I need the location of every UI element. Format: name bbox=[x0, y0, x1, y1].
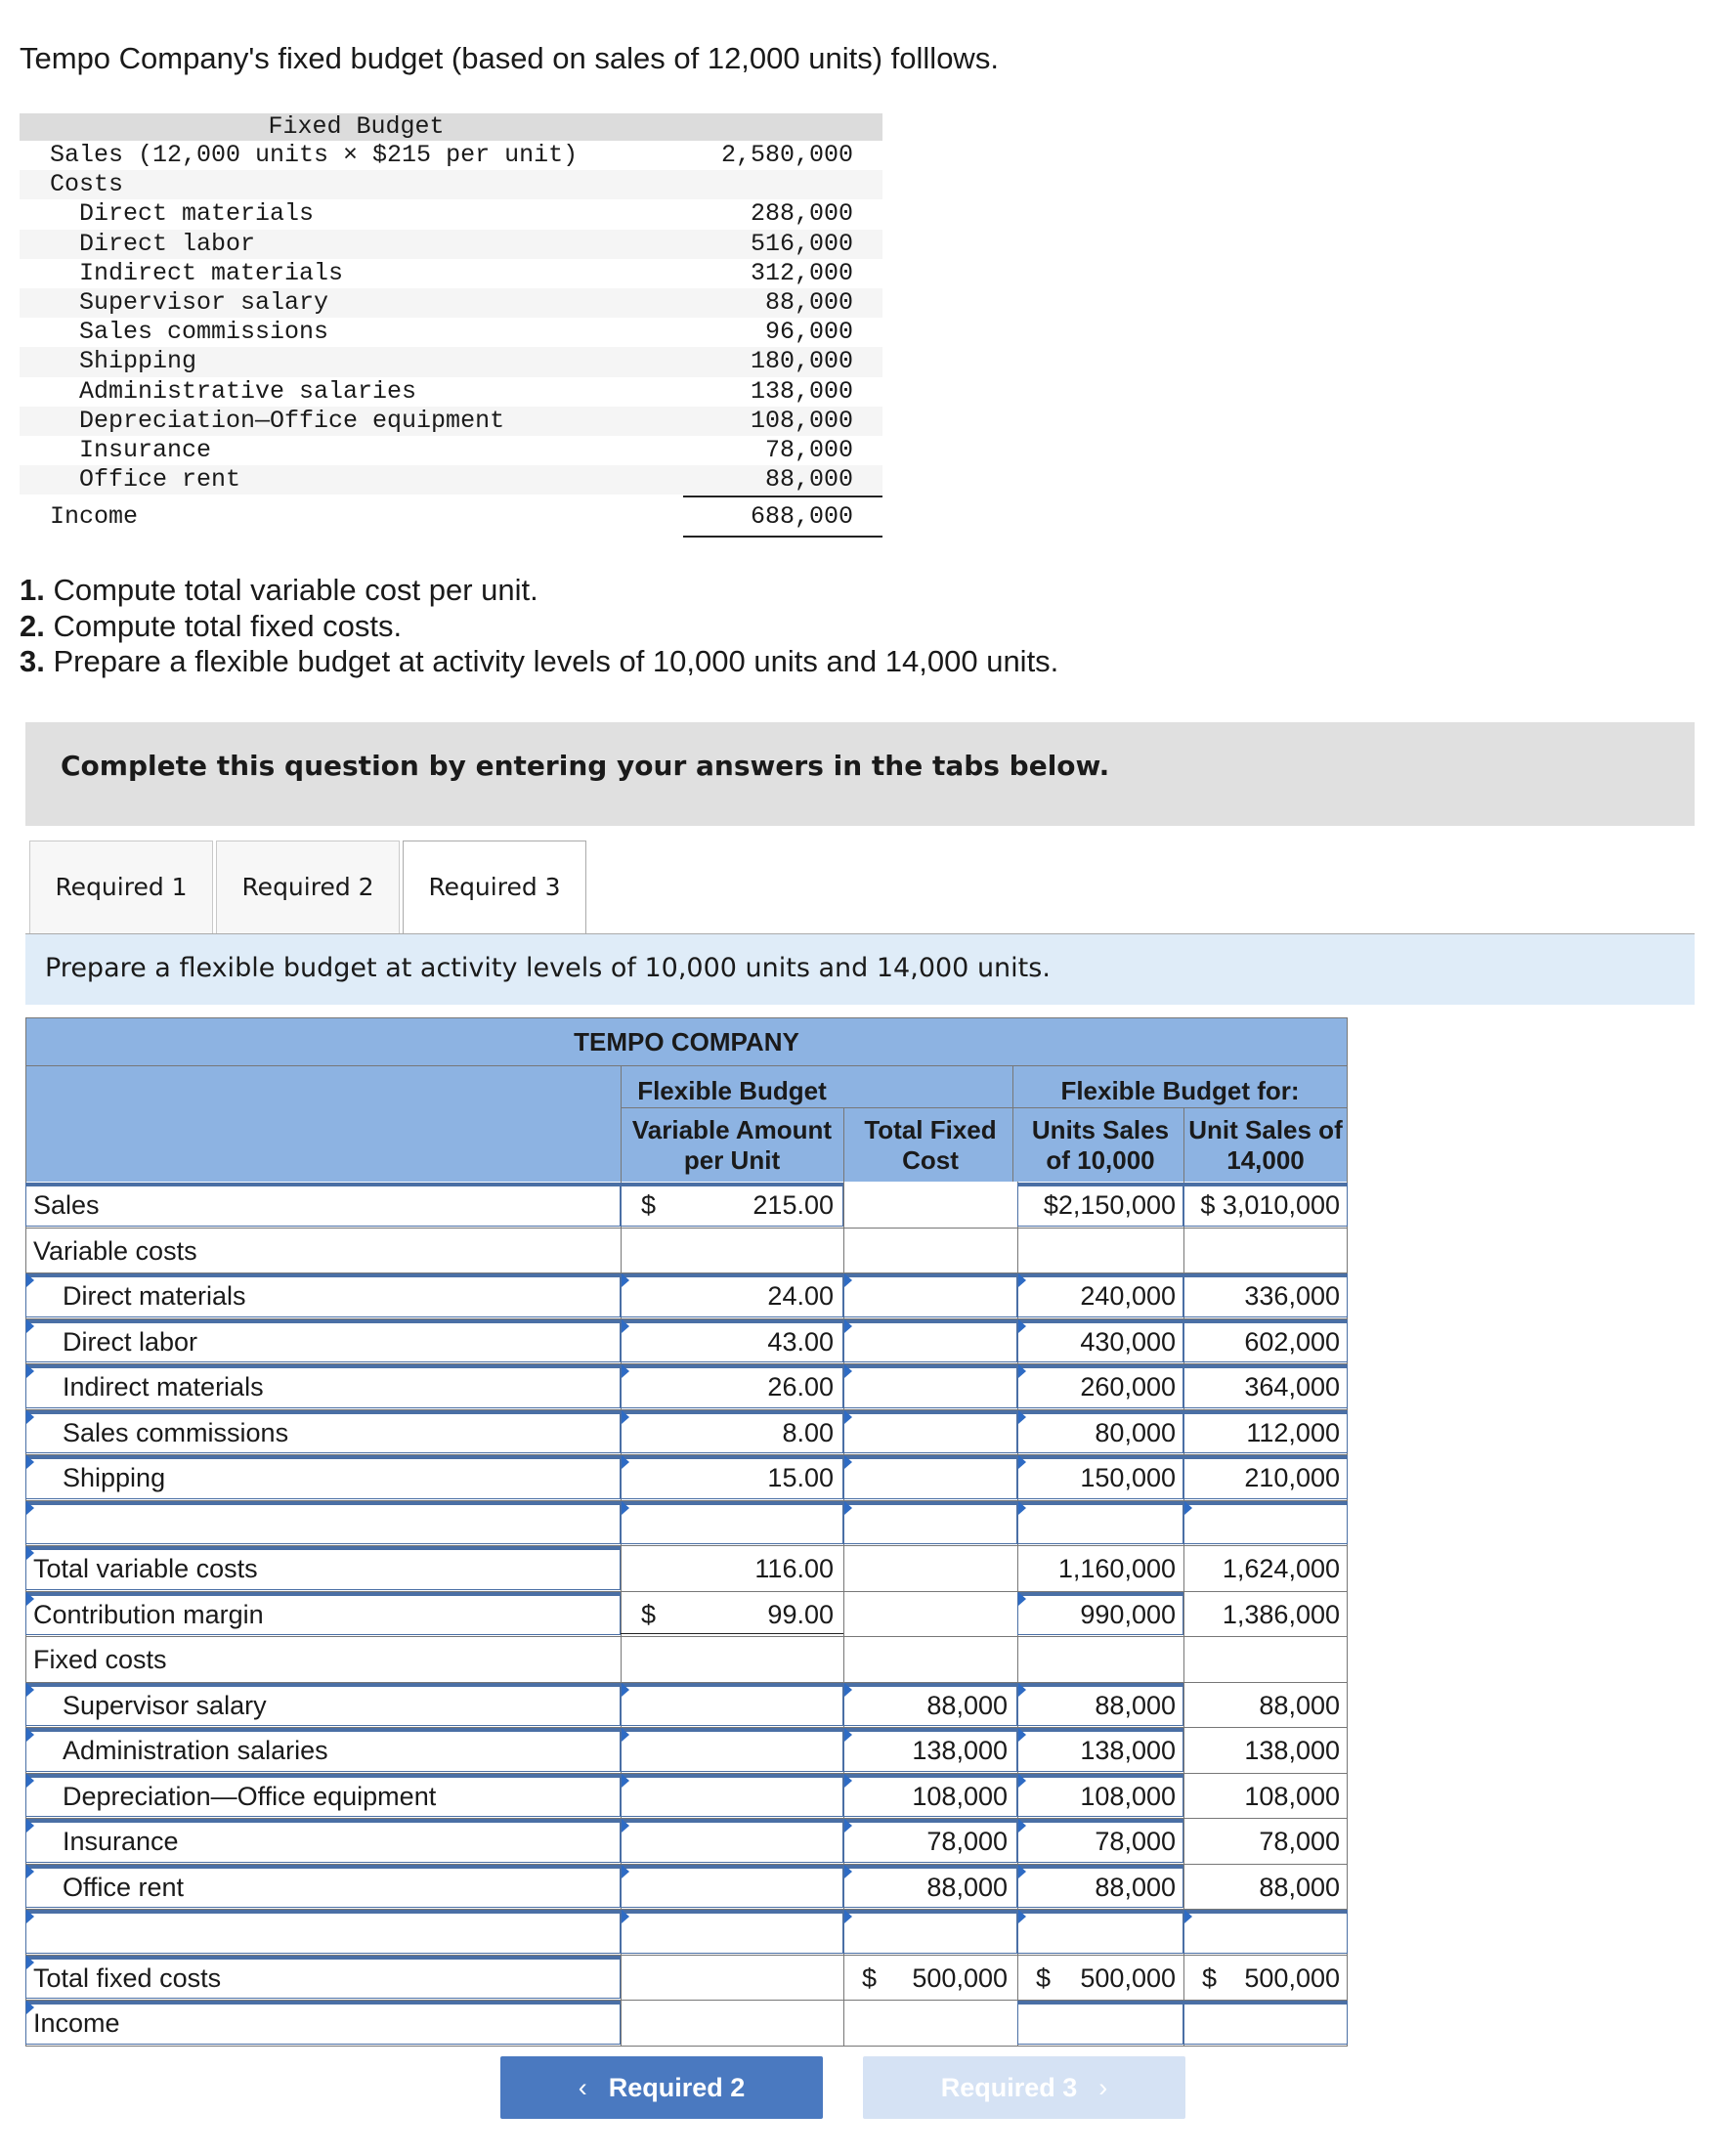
total-double-rule bbox=[683, 536, 882, 538]
input-marker-icon bbox=[622, 1774, 629, 1788]
row-divider bbox=[25, 2046, 1348, 2047]
header-divider bbox=[843, 1107, 844, 1182]
sales-14000-value[interactable]: $ 3,010,000 bbox=[1200, 1190, 1340, 1220]
currency-symbol: $ bbox=[1202, 1962, 1218, 1993]
total-fixed-10000: 500,000 bbox=[1080, 1962, 1176, 1993]
input-marker-icon bbox=[26, 1455, 34, 1469]
total-fixed-value[interactable]: 138,000 bbox=[912, 1736, 1008, 1765]
units-14000-value: 138,000 bbox=[1244, 1736, 1340, 1765]
units-14000-value[interactable]: 336,000 bbox=[1244, 1281, 1340, 1311]
double-rule bbox=[621, 1633, 843, 1634]
question-3: 3. Prepare a flexible budget at activity levels of 10,000 units and 14,000 units. bbox=[20, 644, 1059, 678]
fixed-budget-cost-row: Depreciation—Office equipment 108,000 bbox=[20, 407, 882, 436]
row-label-sales: Sales bbox=[33, 1190, 100, 1220]
units-10000-value[interactable]: 138,000 bbox=[1080, 1736, 1176, 1765]
currency-symbol: $ bbox=[1036, 1962, 1052, 1993]
fixed-budget-cost-row: Shipping 180,000 bbox=[20, 347, 882, 376]
sales-10000-value[interactable]: $2,150,000 bbox=[1043, 1190, 1176, 1220]
row-label-fixed-cost: Administration salaries bbox=[63, 1736, 328, 1765]
input-marker-icon bbox=[1184, 1910, 1192, 1923]
chevron-right-icon: › bbox=[1098, 2073, 1108, 2102]
input-marker-icon bbox=[26, 1273, 34, 1287]
row-divider bbox=[25, 1636, 1348, 1637]
currency-symbol: $ bbox=[641, 1190, 657, 1220]
units-10000-value[interactable]: 150,000 bbox=[1080, 1463, 1176, 1492]
banner-text: Complete this question by entering your answers in the tabs below. bbox=[61, 750, 1110, 782]
variable-per-unit-input[interactable] bbox=[621, 1683, 843, 1727]
blank-input[interactable] bbox=[1017, 1910, 1183, 1954]
currency-symbol: $ bbox=[641, 1599, 657, 1629]
variable-per-unit-value[interactable]: 15.00 bbox=[767, 1463, 834, 1492]
contribution-10000: 990,000 bbox=[1080, 1599, 1176, 1629]
variable-per-unit-input[interactable] bbox=[621, 1819, 843, 1863]
units-14000-value[interactable]: 112,000 bbox=[1246, 1417, 1340, 1447]
input-marker-icon bbox=[622, 1819, 629, 1833]
currency-symbol: $ bbox=[862, 1962, 878, 1993]
units-14000-value: 88,000 bbox=[1259, 1690, 1340, 1720]
input-marker-icon bbox=[26, 1728, 34, 1742]
total-fixed-value[interactable]: 78,000 bbox=[926, 1827, 1008, 1856]
total-fixed-value[interactable]: 88,000 bbox=[926, 1690, 1008, 1720]
variable-per-unit-value[interactable]: 43.00 bbox=[767, 1326, 834, 1357]
header-rule bbox=[25, 1065, 1348, 1066]
units-14000-value: 108,000 bbox=[1244, 1781, 1340, 1811]
col-units-10000: Units Sales of 10,000 bbox=[1031, 1115, 1170, 1175]
row-label-variable-cost: Direct materials bbox=[63, 1281, 246, 1311]
fixed-budget-header: Fixed Budget bbox=[20, 113, 882, 141]
units-14000-value: 88,000 bbox=[1259, 1872, 1340, 1902]
flexible-budget-for-heading: Flexible Budget for: bbox=[1060, 1076, 1300, 1105]
row-label-total-fixed: Total fixed costs bbox=[33, 1962, 222, 1993]
variable-per-unit-value[interactable]: 8.00 bbox=[782, 1417, 834, 1447]
units-10000-value[interactable]: 80,000 bbox=[1095, 1417, 1176, 1447]
input-marker-icon bbox=[844, 1910, 852, 1923]
input-marker-icon bbox=[26, 1319, 34, 1333]
units-10000-value[interactable]: 78,000 bbox=[1095, 1827, 1176, 1856]
question-2: 2. Compute total fixed costs. bbox=[20, 608, 403, 643]
col-total-fixed-cost: Total Fixed Cost bbox=[864, 1115, 997, 1175]
question-list bbox=[20, 573, 1058, 680]
fixed-budget-cost-row: Office rent 88,000 bbox=[20, 465, 882, 495]
variable-per-unit-input[interactable] bbox=[621, 1728, 843, 1772]
fixed-cost-input[interactable] bbox=[843, 1273, 1017, 1317]
fixed-budget-cost-row: Sales commissions 96,000 bbox=[79, 318, 853, 347]
fixed-budget-cost-row: Supervisor salary 88,000 bbox=[20, 288, 882, 318]
header-divider bbox=[1012, 1065, 1013, 1182]
chevron-left-icon: ‹ bbox=[578, 2073, 587, 2102]
input-marker-icon bbox=[26, 1774, 34, 1788]
input-marker-icon bbox=[844, 1319, 852, 1333]
input-marker-icon bbox=[844, 1455, 852, 1469]
blank-input[interactable] bbox=[843, 1501, 1017, 1545]
variable-per-unit-value[interactable]: 24.00 bbox=[767, 1281, 834, 1311]
units-10000-value[interactable]: 88,000 bbox=[1095, 1690, 1176, 1720]
row-label-variable-cost: Sales commissions bbox=[63, 1417, 289, 1447]
row-divider bbox=[25, 1228, 1348, 1229]
units-14000-value: 78,000 bbox=[1259, 1827, 1340, 1856]
variable-per-unit-value[interactable]: 26.00 bbox=[767, 1372, 834, 1401]
total-fixed-value[interactable]: 88,000 bbox=[926, 1872, 1008, 1902]
instruction-bar bbox=[25, 934, 1695, 1005]
tab-required-2[interactable]: Required 2 bbox=[216, 841, 400, 933]
col-units-14000: Unit Sales of 14,000 bbox=[1188, 1115, 1343, 1175]
tab-required-3[interactable]: Required 3 bbox=[403, 841, 586, 935]
fixed-budget-cost-row: Administrative salaries 138,000 bbox=[79, 376, 853, 406]
row-label-total-variable: Total variable costs bbox=[33, 1554, 258, 1583]
units-10000-value[interactable]: 240,000 bbox=[1080, 1281, 1176, 1311]
fixed-budget-sales-row: Sales (12,000 units × $215 per unit) 2,580,000 bbox=[50, 141, 853, 169]
input-marker-icon bbox=[622, 1910, 629, 1923]
fixed-budget-income-row: Income 688,000 bbox=[50, 502, 853, 532]
row-label-contribution: Contribution margin bbox=[33, 1599, 264, 1629]
row-label-fixed-cost: Depreciation—Office equipment bbox=[63, 1781, 437, 1811]
income-14000-input[interactable] bbox=[1183, 2001, 1348, 2045]
tab-required-1[interactable]: Required 1 bbox=[29, 841, 213, 933]
fixed-budget-cost-row: Indirect materials 312,000 bbox=[79, 258, 853, 287]
contribution-14000: 1,386,000 bbox=[1222, 1599, 1340, 1629]
blank-input[interactable] bbox=[843, 1910, 1017, 1954]
total-variable-per-unit: 116.00 bbox=[754, 1554, 834, 1583]
fixed-budget-table bbox=[20, 113, 882, 532]
fixed-budget-cost-row: Direct labor 516,000 bbox=[20, 230, 882, 259]
company-title: TEMPO COMPANY bbox=[574, 1027, 799, 1056]
row-label-fixed-cost: Insurance bbox=[63, 1827, 179, 1856]
input-marker-icon bbox=[26, 1865, 34, 1878]
units-10000-value[interactable]: 260,000 bbox=[1080, 1372, 1176, 1401]
input-marker-icon bbox=[26, 1819, 34, 1833]
blank-input[interactable] bbox=[1183, 1501, 1348, 1545]
input-marker-icon bbox=[26, 1501, 34, 1515]
total-fixed-14000: 500,000 bbox=[1244, 1962, 1340, 1993]
input-marker-icon bbox=[26, 1910, 34, 1923]
input-marker-icon bbox=[622, 1501, 629, 1515]
input-marker-icon bbox=[622, 1865, 629, 1878]
intro-text: Tempo Company's fixed budget (based on sales of 12,000 units) folllows. bbox=[20, 41, 999, 75]
fixed-costs-heading: Fixed costs bbox=[33, 1645, 167, 1674]
input-marker-icon bbox=[26, 1683, 34, 1697]
blank-input[interactable] bbox=[621, 1501, 843, 1545]
row-label-income: Income bbox=[33, 2008, 120, 2038]
fixed-budget-cost-row: Direct materials 288,000 bbox=[79, 199, 853, 229]
input-marker-icon bbox=[1018, 1501, 1026, 1515]
fixed-cost-input[interactable] bbox=[843, 1364, 1017, 1408]
input-marker-icon bbox=[844, 1410, 852, 1424]
flexible-budget-heading: Flexible Budget bbox=[637, 1076, 827, 1105]
input-marker-icon bbox=[1018, 1910, 1026, 1923]
income-10000-input[interactable] bbox=[1017, 2001, 1183, 2045]
header-rule bbox=[1017, 1107, 1348, 1108]
header-divider bbox=[1183, 1107, 1184, 1182]
total-variable-10000: 1,160,000 bbox=[1057, 1554, 1176, 1583]
next-required-3-button[interactable]: Required 3 › bbox=[863, 2056, 1185, 2119]
header-rule bbox=[621, 1107, 1017, 1108]
sales-variable-value[interactable]: 215.00 bbox=[752, 1190, 834, 1220]
instructions-banner bbox=[25, 722, 1695, 826]
blank-input[interactable] bbox=[1183, 1910, 1348, 1954]
row-label-variable-cost: Shipping bbox=[63, 1463, 166, 1492]
question-1: 1. Compute total variable cost per unit. bbox=[20, 573, 538, 607]
units-14000-value[interactable]: 602,000 bbox=[1244, 1326, 1340, 1357]
row-label-fixed-cost: Office rent bbox=[63, 1872, 185, 1902]
contribution-per-unit: 99.00 bbox=[767, 1599, 834, 1629]
input-marker-icon bbox=[622, 1728, 629, 1742]
fixed-budget-costs-heading: Costs bbox=[20, 170, 882, 199]
row-label-variable-cost: Indirect materials bbox=[63, 1372, 264, 1401]
row-label-variable-cost: Direct labor bbox=[63, 1326, 198, 1357]
fixed-budget-cost-row: Insurance 78,000 bbox=[79, 435, 853, 464]
variable-per-unit-input[interactable] bbox=[621, 1774, 843, 1818]
blank-label-input[interactable] bbox=[25, 1501, 621, 1545]
input-marker-icon bbox=[844, 1364, 852, 1378]
frame-top bbox=[25, 1017, 1348, 1018]
variable-per-unit-input[interactable] bbox=[621, 1865, 843, 1909]
fixed-cost-input[interactable] bbox=[843, 1319, 1017, 1363]
col-variable-per-unit: Variable Amount per Unit bbox=[631, 1115, 833, 1175]
units-10000-value[interactable]: 108,000 bbox=[1080, 1781, 1176, 1811]
blank-input[interactable] bbox=[621, 1910, 843, 1954]
blank-label-input[interactable] bbox=[25, 1910, 621, 1954]
units-10000-value[interactable]: 88,000 bbox=[1095, 1872, 1176, 1902]
flexible-budget-table bbox=[25, 1017, 1348, 2037]
input-marker-icon bbox=[1184, 1501, 1192, 1515]
total-fixed-value[interactable]: 108,000 bbox=[912, 1781, 1008, 1811]
subtotal-rule bbox=[683, 496, 882, 497]
units-10000-value[interactable]: 430,000 bbox=[1080, 1326, 1176, 1357]
input-marker-icon bbox=[26, 1410, 34, 1424]
row-label-fixed-cost: Supervisor salary bbox=[63, 1690, 267, 1720]
input-marker-icon bbox=[844, 1273, 852, 1287]
prev-required-2-button[interactable]: ‹ Required 2 bbox=[500, 2056, 823, 2119]
fixed-cost-input[interactable] bbox=[843, 1410, 1017, 1454]
total-variable-14000: 1,624,000 bbox=[1222, 1554, 1340, 1583]
blank-input[interactable] bbox=[1017, 1501, 1183, 1545]
input-marker-icon bbox=[622, 1683, 629, 1697]
variable-costs-heading: Variable costs bbox=[33, 1235, 197, 1266]
total-fixed-sum: 500,000 bbox=[912, 1962, 1008, 1993]
header-divider bbox=[621, 1065, 622, 1182]
instruction-text: Prepare a flexible budget at activity levels of 10,000 units and 14,000 units. bbox=[45, 953, 1051, 983]
units-14000-value[interactable]: 364,000 bbox=[1244, 1372, 1340, 1401]
input-marker-icon bbox=[844, 1501, 852, 1515]
input-marker-icon bbox=[26, 1364, 34, 1378]
fixed-cost-input[interactable] bbox=[843, 1455, 1017, 1499]
units-14000-value[interactable]: 210,000 bbox=[1244, 1463, 1340, 1492]
